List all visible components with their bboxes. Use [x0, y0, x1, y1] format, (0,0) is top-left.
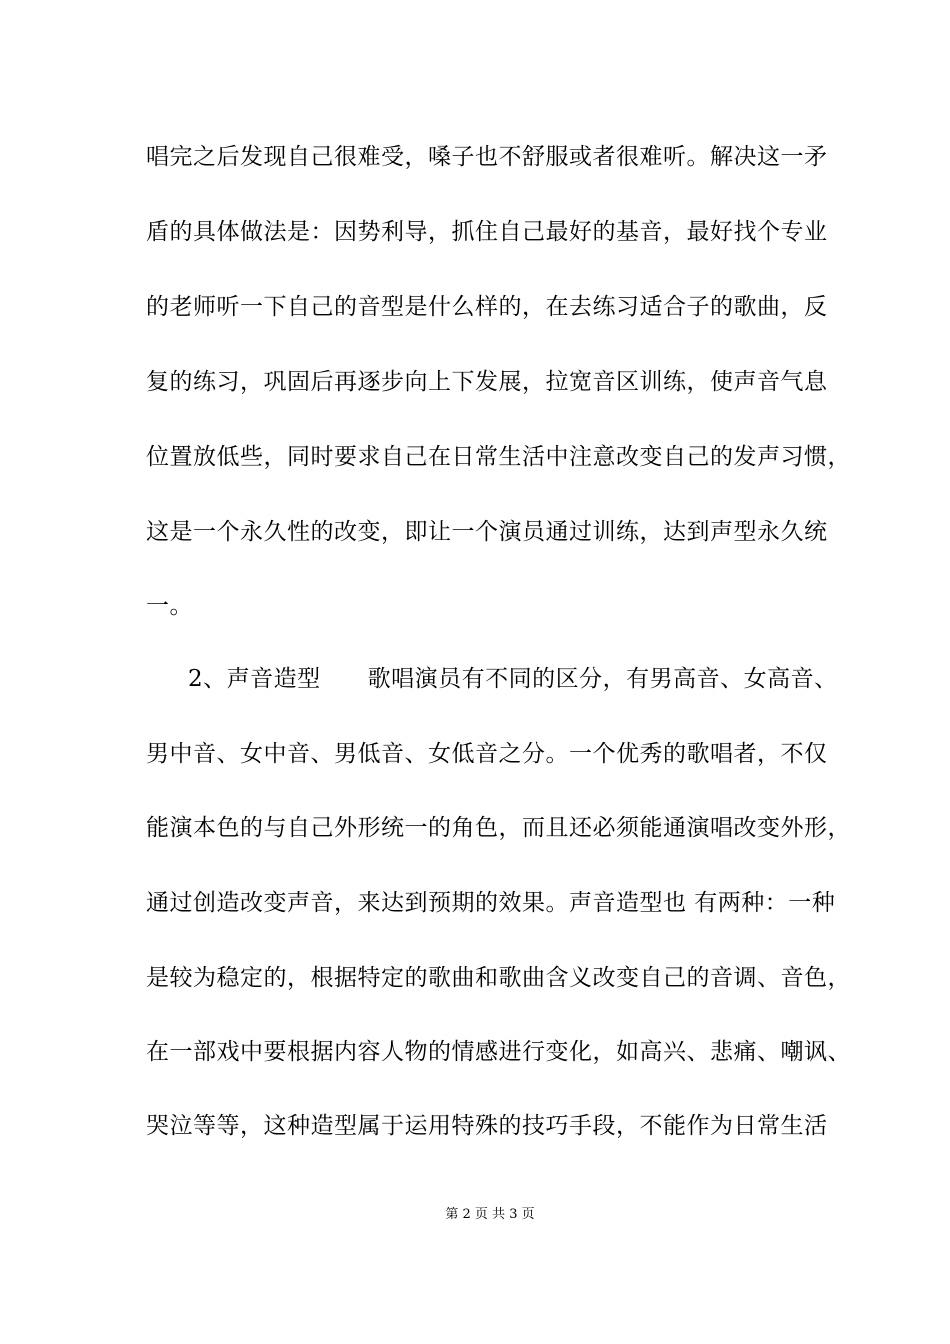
text-line-2: 盾的具体做法是：因势利导，抓住自己最好的基音，最好找个专业	[146, 219, 828, 245]
text-line-14: 哭泣等等，这种造型属于运用特殊的技巧手段，不能作为日常生活	[146, 1113, 828, 1139]
text-line-5: 位置放低些，同时要求自己在日常生活中注意改变自己的发声习惯，	[146, 444, 851, 470]
text-line-3: 的老师听一下自己的音型是什么样的，在去练习适合子的歌曲，反	[146, 294, 828, 320]
text-line-7: 一。	[146, 593, 193, 619]
text-line-13: 在一部戏中要根据内容人物的情感进行变化，如高兴、悲痛、嘲讽、	[146, 1039, 851, 1065]
text-line-11: 通过创造改变声音，来达到预期的效果。声音造型也 有两种：一种	[146, 890, 836, 916]
text-line-9: 男中音、女中音、男低音、女低音之分。一个优秀的歌唱者，不仅	[146, 741, 828, 767]
section-heading-line: 2、声音造型 歌唱演员有不同的区分，有男高音、女高音、	[188, 666, 838, 692]
text-line-12: 是较为稳定的，根据特定的歌曲和歌曲含义改变自己的音调、音色，	[146, 965, 851, 991]
text-line-6: 这是一个永久性的改变，即让一个演员通过训练，达到声型永久统	[146, 519, 828, 545]
text-line-10: 能演本色的与自己外形统一的角色，而且还必须能通演唱改变外形，	[146, 815, 851, 841]
text-line-4: 复的练习，巩固后再逐步向上下发展，拉宽音区训练，使声音气息	[146, 369, 828, 395]
page-number-footer: 第 2 页 共 3 页	[445, 1207, 535, 1222]
text-line-1: 唱完之后发现自己很难受，嗓子也不舒服或者很难听。解决这一矛	[146, 144, 828, 170]
